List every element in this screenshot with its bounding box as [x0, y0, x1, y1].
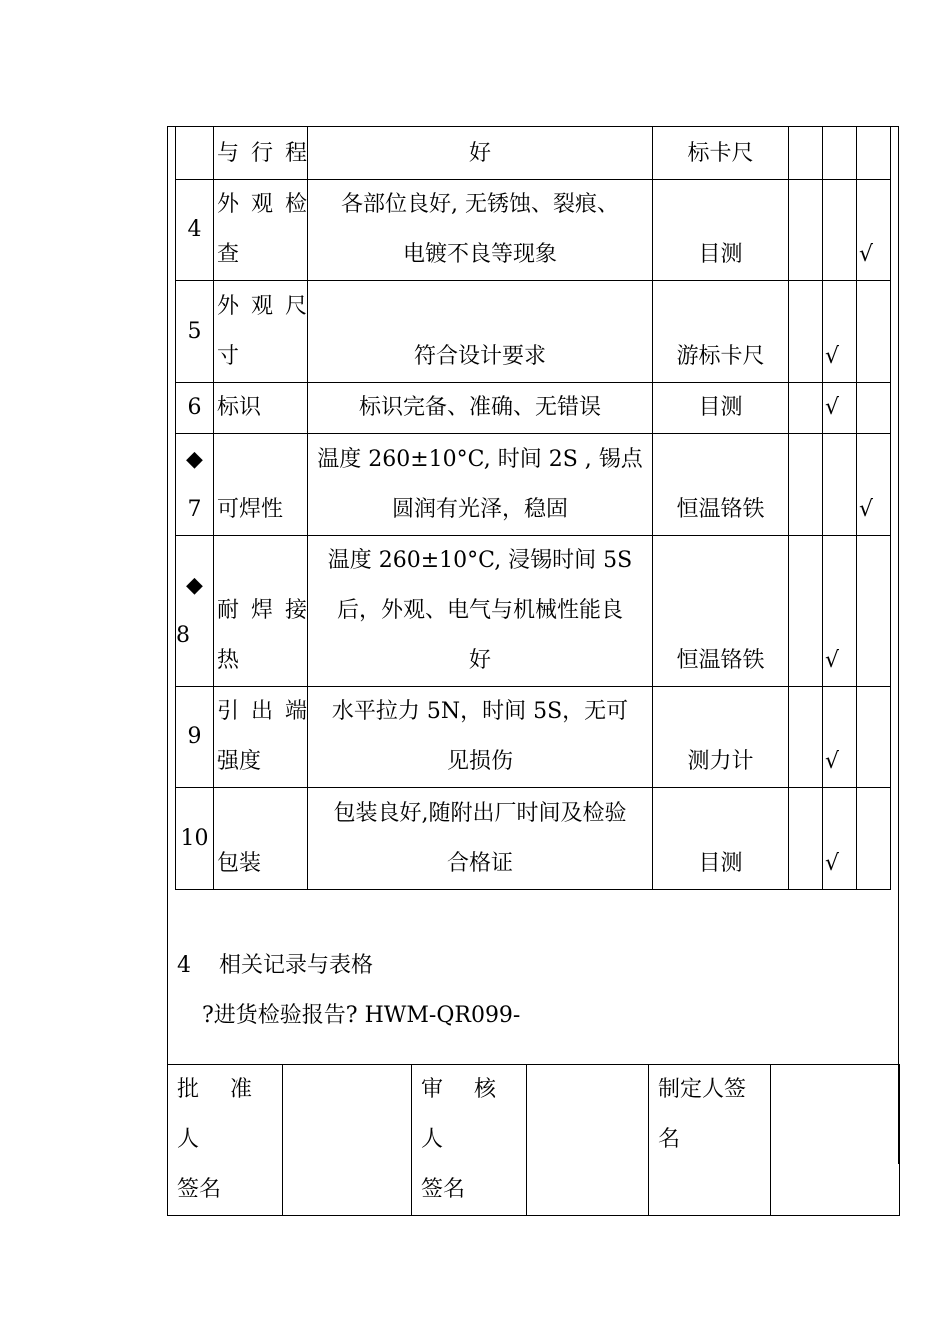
requirement: 符合设计要求 — [308, 281, 653, 383]
check-cell-2: √ — [823, 281, 857, 383]
check-cell-3: √ — [857, 180, 891, 281]
table-row — [176, 383, 891, 434]
check-cell-2: √ — [823, 788, 857, 890]
inspection-tool: 游标卡尺 — [653, 281, 789, 383]
approver-label: 批 准 人 签名 — [168, 1065, 283, 1216]
check-cell-2 — [823, 180, 857, 281]
row-number: ◆ 8 — [176, 536, 214, 687]
check-cell-3 — [857, 383, 891, 434]
inspection-tool: 目测 — [653, 383, 789, 434]
inspection-tool: 恒温铬铁 — [653, 434, 789, 536]
requirement: 温度 260±10°C, 时间 2S , 锡点 圆润有光泽，稳固 — [308, 434, 653, 536]
reviewer-signature-field[interactable] — [527, 1065, 649, 1216]
row-number: 10 — [176, 788, 214, 890]
row-number: 4 — [176, 180, 214, 281]
item-name: 标识 — [214, 383, 308, 434]
check-cell-3: √ — [857, 434, 891, 536]
maker-signature-field[interactable] — [771, 1065, 900, 1216]
check-cell-1 — [789, 281, 823, 383]
item-name: 外 观 检 查 — [214, 180, 308, 281]
check-cell-2: √ — [823, 383, 857, 434]
check-cell-3 — [857, 687, 891, 788]
check-cell-1 — [789, 687, 823, 788]
diamond-mark-icon: ◆ — [186, 573, 203, 598]
reviewer-label: 审 核 人 签名 — [412, 1065, 527, 1216]
maker-label: 制定人签 名 — [649, 1065, 771, 1216]
section-heading — [177, 941, 373, 991]
check-cell-1 — [789, 434, 823, 536]
row-number: ◆ 7 — [176, 434, 214, 536]
check-cell-1 — [789, 383, 823, 434]
table-row — [176, 536, 891, 687]
row-number: 6 — [176, 383, 214, 434]
check-cell-1 — [789, 180, 823, 281]
check-cell-2 — [823, 127, 857, 180]
requirement: 好 — [308, 127, 653, 180]
item-name: 耐 焊 接 热 — [214, 536, 308, 687]
table-row — [176, 434, 891, 536]
row-number: 9 — [176, 687, 214, 788]
row-number: 5 — [176, 281, 214, 383]
section-number: 4 — [177, 953, 191, 978]
inspection-tool: 目测 — [653, 180, 789, 281]
item-name: 包装 — [214, 788, 308, 890]
item-name: 与行程 — [214, 127, 308, 180]
check-cell-3 — [857, 788, 891, 890]
check-cell-2: √ — [823, 687, 857, 788]
inspection-tool: 标卡尺 — [653, 127, 789, 180]
item-name: 可焊性 — [214, 434, 308, 536]
requirement: 水平拉力 5N，时间 5S，无可 见损伤 — [308, 687, 653, 788]
item-name: 外 观 尺 寸 — [214, 281, 308, 383]
inspection-tool: 目测 — [653, 788, 789, 890]
check-cell-3 — [857, 281, 891, 383]
table-row — [176, 788, 891, 890]
check-cell-1 — [789, 788, 823, 890]
check-cell-3 — [857, 536, 891, 687]
table-row — [176, 127, 891, 180]
table-row — [176, 180, 891, 281]
approver-signature-field[interactable] — [283, 1065, 412, 1216]
signature-table — [167, 1064, 900, 1216]
table-row — [176, 687, 891, 788]
check-cell-1 — [789, 127, 823, 180]
requirement: 标识完备、准确、无错误 — [308, 383, 653, 434]
section-title: 相关记录与表格 — [219, 953, 374, 978]
check-cell-3 — [857, 127, 891, 180]
check-cell-2: √ — [823, 536, 857, 687]
signature-row — [168, 1065, 900, 1216]
inspection-table — [175, 126, 891, 890]
record-reference: ?进货检验报告? HWM-QR099- — [202, 1003, 521, 1028]
requirement: 各部位良好, 无锈蚀、裂痕、 电镀不良等现象 — [308, 180, 653, 281]
table-row — [176, 281, 891, 383]
inspection-tool: 恒温铬铁 — [653, 536, 789, 687]
check-cell-2 — [823, 434, 857, 536]
inspection-tool: 测力计 — [653, 687, 789, 788]
row-number — [176, 127, 214, 180]
check-cell-1 — [789, 536, 823, 687]
requirement: 包装良好,随附出厂时间及检验 合格证 — [308, 788, 653, 890]
diamond-mark-icon: ◆ — [186, 447, 203, 472]
item-name: 引 出 端 强度 — [214, 687, 308, 788]
requirement: 温度 260±10°C, 浸锡时间 5S 后，外观、电气与机械性能良 好 — [308, 536, 653, 687]
